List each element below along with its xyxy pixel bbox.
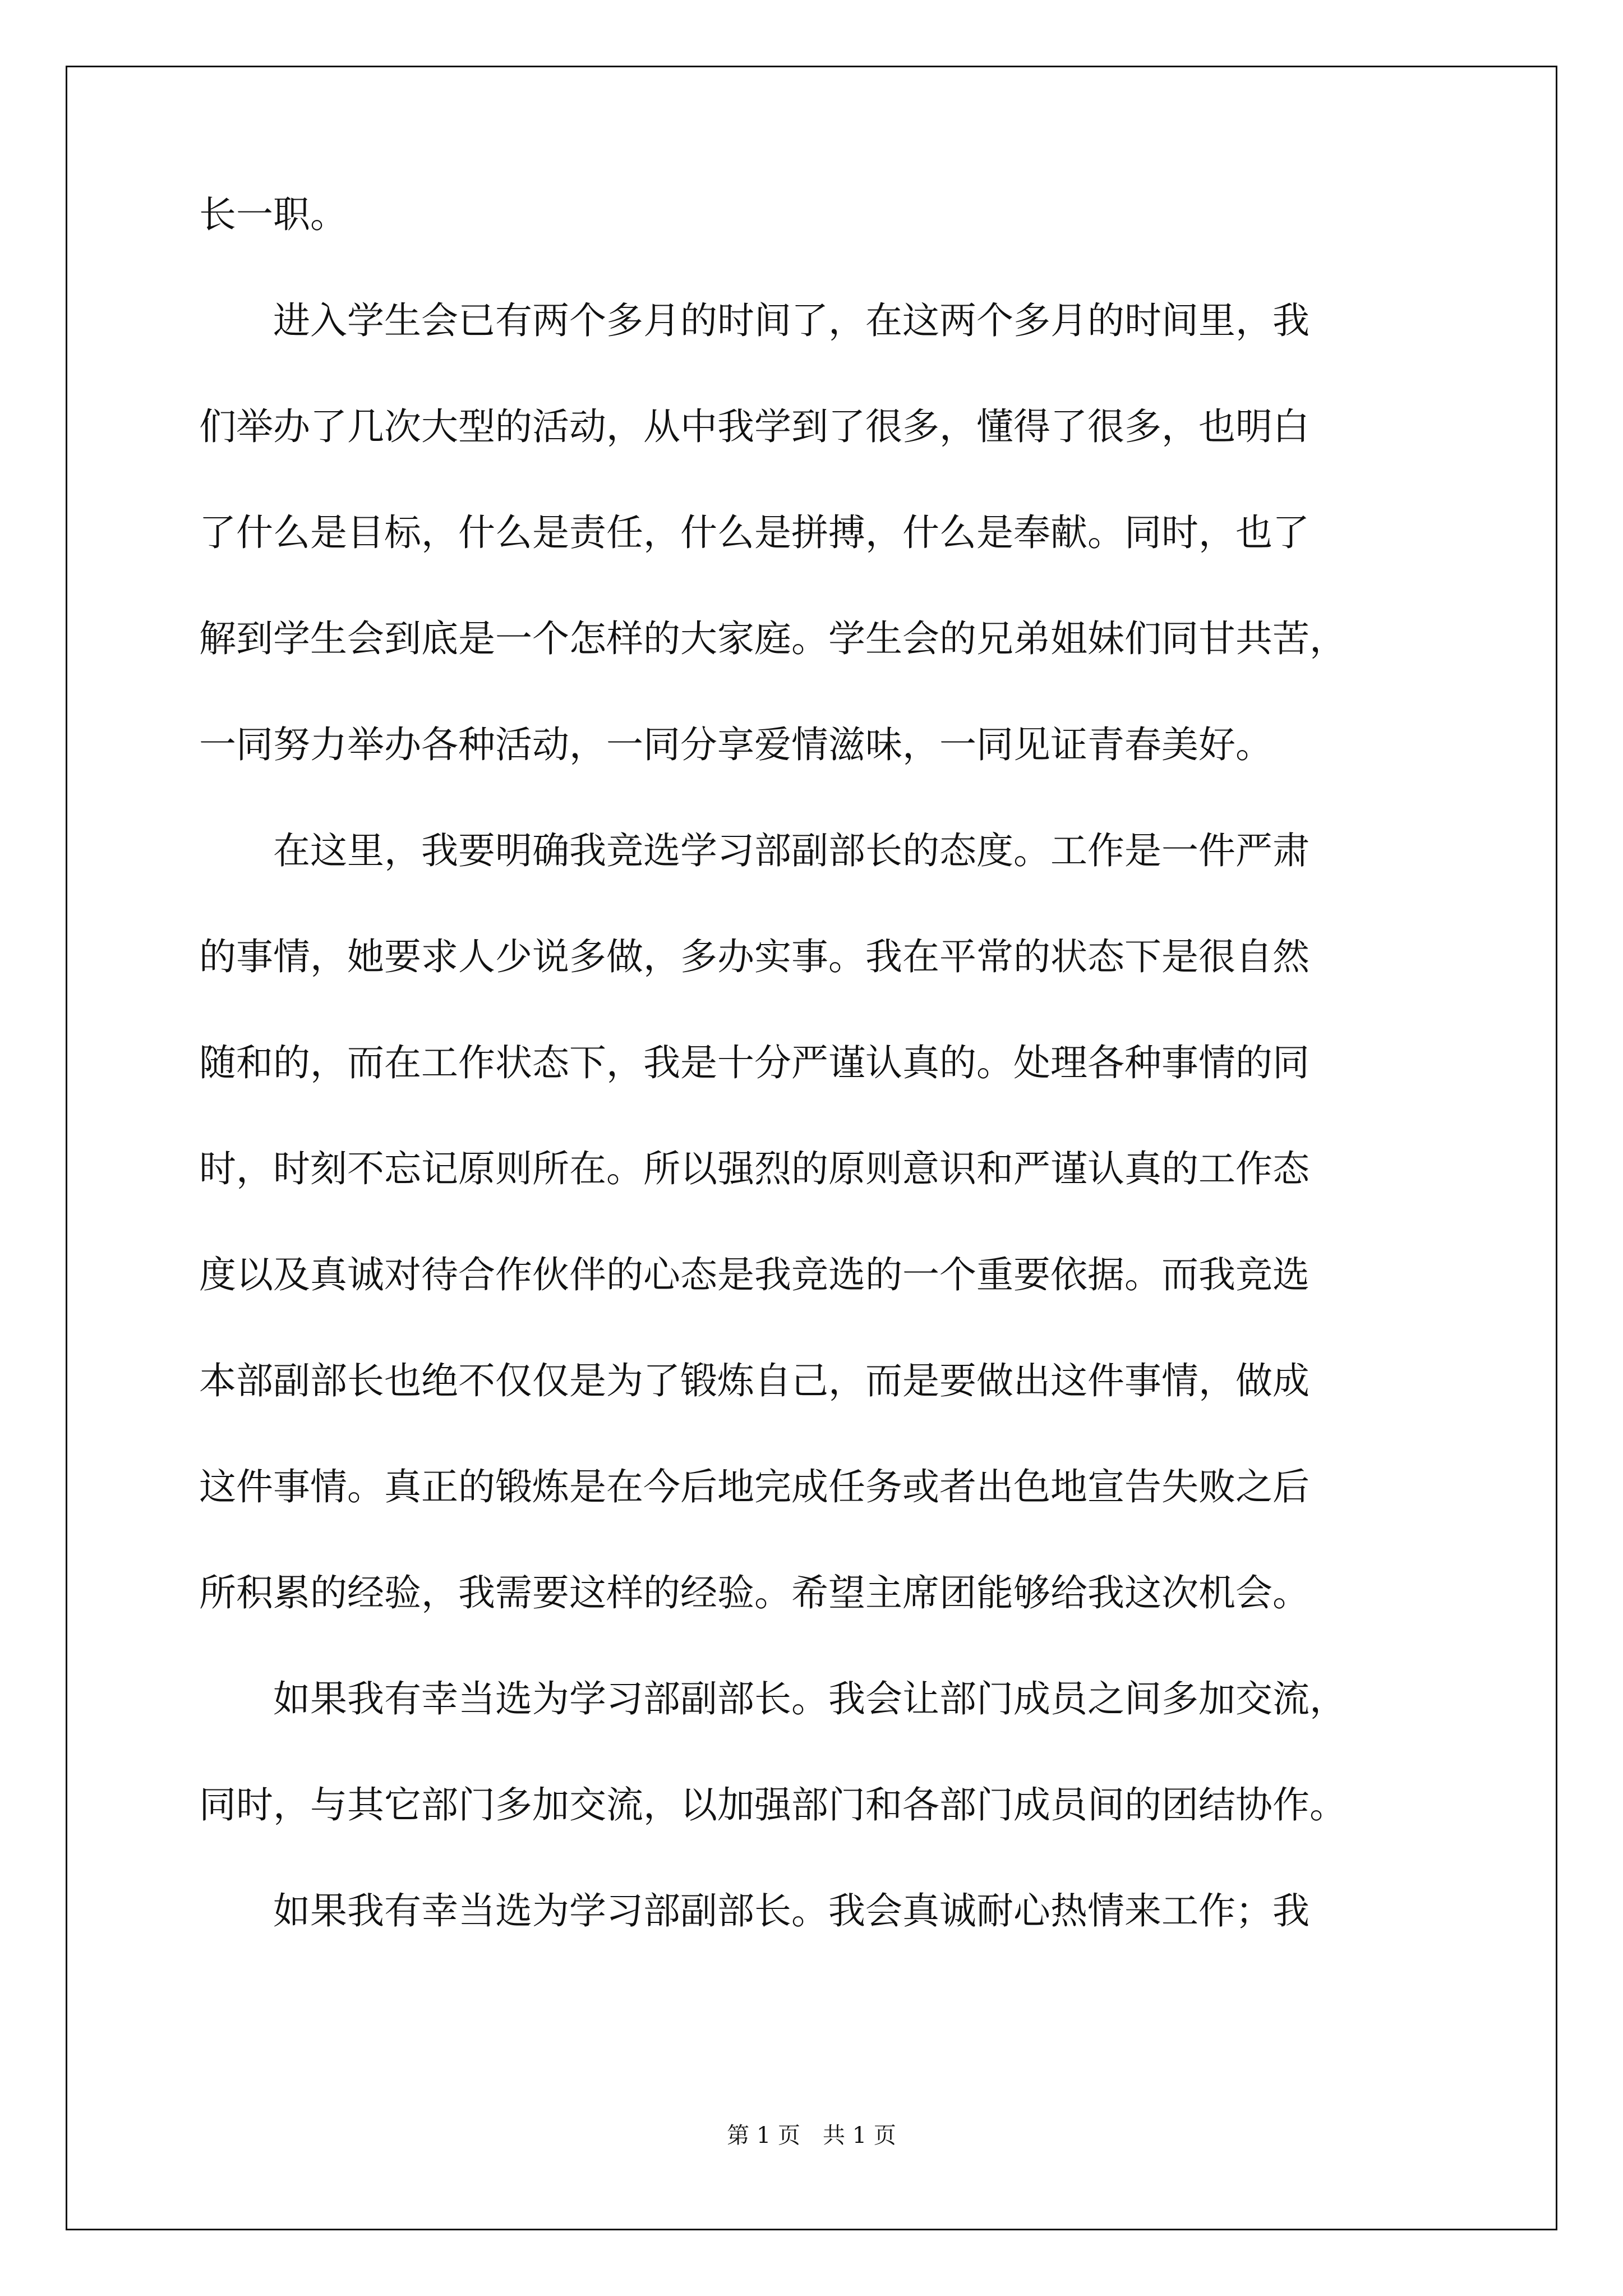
text-line: 如果我有幸当选为学习部副部长。我会真诚耐心热情来工作；我 [199,1889,1310,1932]
text-line: 时，时刻不忘记原则所在。所以强烈的原则意识和严谨认真的工作态 [199,1147,1310,1190]
text-line: 解到学生会到底是一个怎样的大家庭。学生会的兄弟姐妹们同甘共苦， [199,617,1347,660]
text-line: 的事情，她要求人少说多做，多办实事。我在平常的状态下是很自然 [199,935,1310,978]
text-line: 们举办了几次大型的活动，从中我学到了很多，懂得了很多，也明白 [199,405,1310,448]
text-line: 同时，与其它部门多加交流，以加强部门和各部门成员间的团结协作。 [199,1783,1347,1826]
text-line: 所积累的经验，我需要这样的经验。希望主席团能够给我这次机会。 [199,1571,1310,1614]
text-line: 如果我有幸当选为学习部副部长。我会让部门成员之间多加交流， [199,1677,1347,1720]
page-footer [0,2118,1623,2150]
text-line: 一同努力举办各种活动，一同分享爱情滋味，一同见证青春美好。 [199,723,1272,766]
text-line: 长一职。 [199,193,347,236]
text-line: 本部副部长也绝不仅仅是为了锻炼自己，而是要做出这件事情，做成 [199,1359,1310,1402]
text-line: 进入学生会已有两个多月的时间了，在这两个多月的时间里，我 [199,299,1310,342]
text-line: 随和的，而在工作状态下，我是十分严谨认真的。处理各种事情的同 [199,1041,1310,1084]
text-line: 度以及真诚对待合作伙伴的心态是我竞选的一个重要依据。而我竞选 [199,1253,1310,1296]
page-number: 第 1 页 共 1 页 [727,2123,896,2148]
text-line: 在这里，我要明确我竞选学习部副部长的态度。工作是一件严肃 [199,829,1310,872]
text-line: 这件事情。真正的锻炼是在今后地完成任务或者出色地宣告失败之后 [199,1465,1310,1508]
text-line: 了什么是目标，什么是责任，什么是拼搏，什么是奉献。同时，也了 [199,511,1310,554]
